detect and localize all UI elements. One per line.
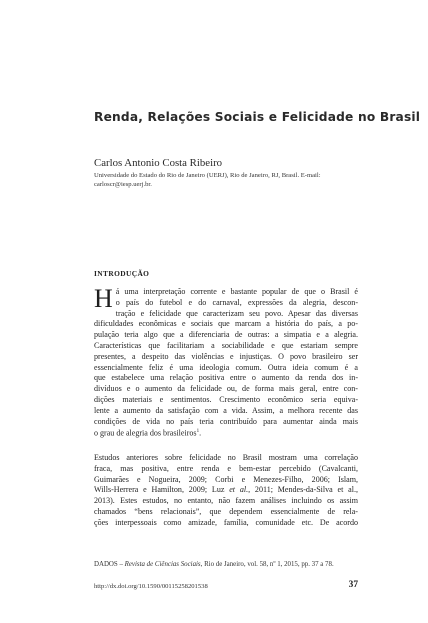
journal-prefix: DADOS – [94,561,125,568]
body-line: Características que facilitariam a sociabilidade e que estariam sempre [94,340,358,350]
body-text-italic: et al. [229,485,249,495]
body-line: divíduos e o aumento da felicidade ou, de forma mais geral, entre con- [94,384,358,394]
body-line: essencialmente feliz é uma ideologia comum. Outra ideia comum é a [94,362,358,372]
doi-link[interactable]: http://dx.doi.org/10.1590/00115258201538 [94,583,208,590]
journal-name: Revista de Ciências Sociais [124,561,201,568]
body-line: presentes, a despeito das violências e injustiças. O povo brasileiro ser [94,351,358,361]
body-line: Guimarães e Nogueira, 2009; Corbi e Menezes-Filho, 2006; Islam, [94,474,358,484]
body-line: fraca, mas positiva, entre renda e bem-estar percebido (Cavalcanti, [94,463,358,473]
body-line: o país do futebol e do carnaval, expressões da alegria, descon- [115,297,358,307]
journal-details: , Rio de Janeiro, vol. 58, nº 1, 2015, pp. 37 a 78. [200,561,334,568]
paragraph-2 [94,453,358,573]
body-line-last [94,427,358,439]
body-line: condições de vida no país teria contribuído para aumentar ainda mais [94,416,358,426]
author-name: Carlos Antonio Costa Ribeiro [94,157,223,169]
body-line: ções interpessoais como amizade, família, comunidade etc. De acordo [94,517,358,527]
body-text: , 2011; Mendes-da-Silva et al., [248,485,358,495]
body-line [94,485,358,496]
body-line: dificuldades econômicas e sociais que marcam a história do país, a po- [94,319,358,329]
body-line: 2013). Estes estudos, no entanto, não fazem análises incluindo os assim [94,496,358,506]
body-line: á uma interpretação corrente e bastante popular de que o Brasil é [115,287,358,296]
body-line: pulação teria algo que a diferenciaria de outras: a simpatia e a alegria. [94,330,358,340]
body-line: tração e felicidade que caracterizam seu povo. Apesar das diversas [115,308,358,318]
footnote-marker[interactable]: 1 [196,429,200,435]
journal-citation [94,560,358,569]
section-heading: INTRODUÇÃO [94,269,150,278]
affiliation-line-1: Universidade do Estado do Rio de Janeiro (UERJ), Rio de Janeiro, RJ, Brasil. E-mail: [94,172,321,179]
paragraph-1 [94,284,358,447]
body-line: Estudos anteriores sobre felicidade no Brasil mostram uma correlação [94,453,358,462]
page-number: 37 [348,580,358,590]
article-title: Renda, Relações Sociais e Felicidade no Brasil [94,110,421,124]
body-text: o grau de alegria dos brasileiros [94,429,197,439]
body-line: que estabelece uma relação positiva entre o aumento da renda dos in- [94,373,358,383]
author-affiliation [94,171,364,189]
body-line: dições materiais e sentimentos. Crescimento econômico seria equiva- [94,394,358,404]
body-line: chamados “bens relacionais”, que dependem essencialmente de rela- [94,506,358,516]
author-email: carloscr@iesp.uerj.br. [94,181,152,188]
body-line: lente a aumento da satisfação com a vida. Assim, a melhora recente das [94,405,358,415]
body-text: Wills-Herrera e Hamilton, 2009; Luz [94,485,230,495]
body-text: . [199,429,202,439]
drop-cap: H [94,284,113,313]
